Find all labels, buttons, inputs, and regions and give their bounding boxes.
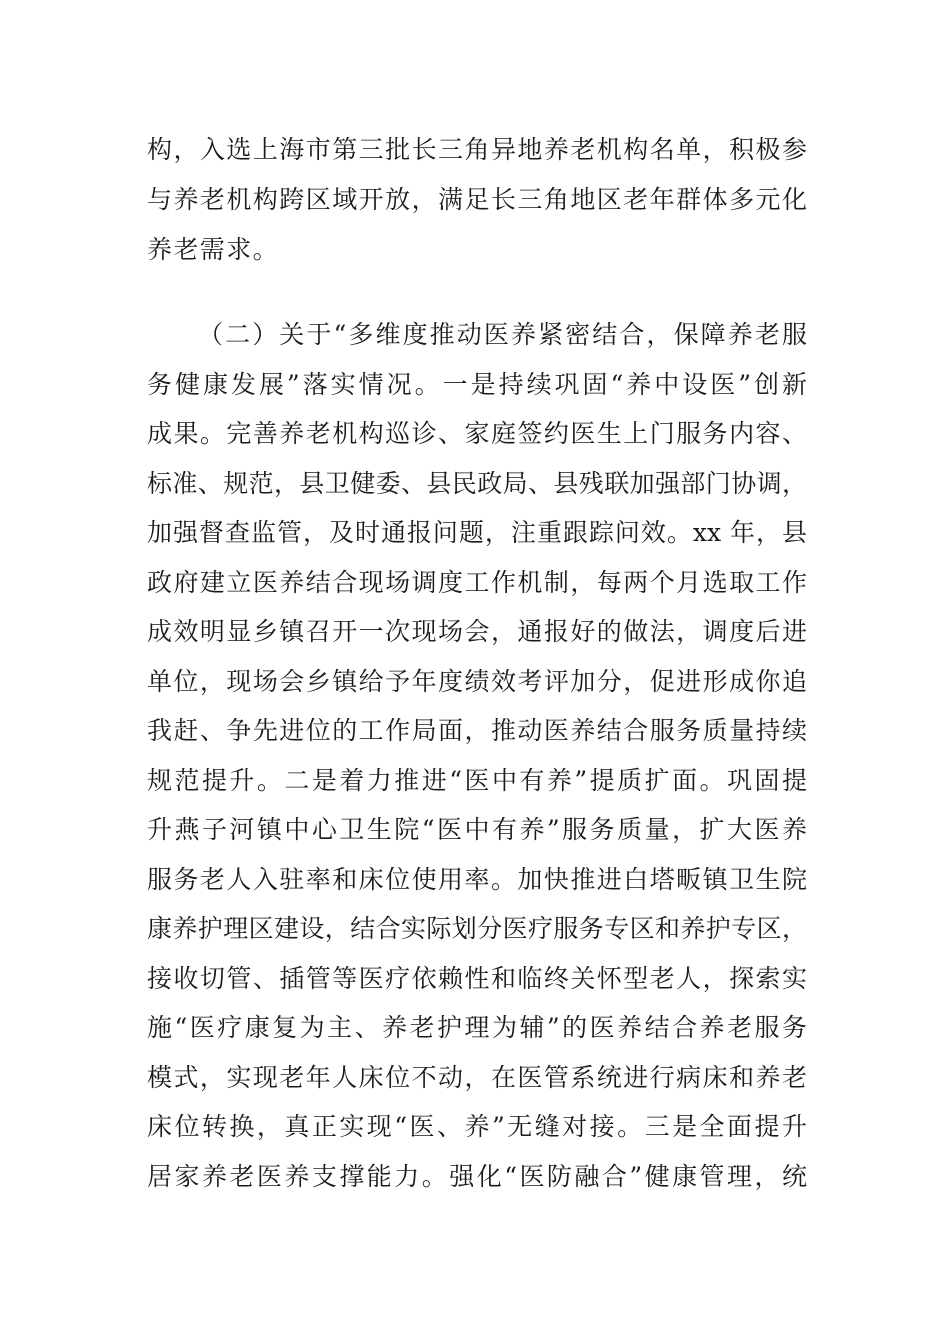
text-line: 务健康发展”落实情况。一是持续巩固“养中设医”创新 — [147, 370, 807, 399]
text-line: 接收切管、插管等医疗依赖性和临终关怀型老人，探索实 — [147, 964, 807, 993]
text-line: 养老需求。 — [147, 235, 280, 264]
text-line: 升燕子河镇中心卫生院“医中有养”服务质量，扩大医养 — [147, 815, 807, 844]
text-line: 单位，现场会乡镇给予年度绩效考评加分，促进形成你追 — [147, 667, 807, 696]
text-line: （二）关于“多维度推动医养紧密结合，保障养老服 — [198, 320, 807, 349]
text-line: 服务老人入驻率和床位使用率。加快推进白塔畈镇卫生院 — [147, 865, 807, 894]
text-line: 标准、规范，县卫健委、县民政局、县残联加强部门协调， — [147, 469, 807, 498]
text-line: 规范提升。二是着力推进“医中有养”提质扩面。巩固提 — [147, 766, 807, 795]
text-line: 床位转换，真正实现“医、养”无缝对接。三是全面提升 — [147, 1112, 807, 1141]
text-line: 施“医疗康复为主、养老护理为辅”的医养结合养老服务 — [147, 1013, 807, 1042]
text-line: 我赶、争先进位的工作局面，推动医养结合服务质量持续 — [147, 716, 807, 745]
text-line: 加强督查监管，及时通报问题，注重跟踪问效。xx 年，县 — [147, 518, 807, 547]
text-line: 成果。完善养老机构巡诊、家庭签约医生上门服务内容、 — [147, 419, 807, 448]
text-line: 成效明显乡镇召开一次现场会，通报好的做法，调度后进 — [147, 617, 807, 646]
text-line: 模式，实现老年人床位不动，在医管系统进行病床和养老 — [147, 1063, 807, 1092]
text-line: 构，入选上海市第三批长三角异地养老机构名单，积极参 — [147, 135, 807, 164]
text-line: 康养护理区建设，结合实际划分医疗服务专区和养护专区， — [147, 914, 807, 943]
text-line: 与养老机构跨区域开放，满足长三角地区老年群体多元化 — [147, 185, 807, 214]
text-line: 居家养老医养支撑能力。强化“医防融合”健康管理，统 — [147, 1162, 807, 1191]
text-line: 政府建立医养结合现场调度工作机制，每两个月选取工作 — [147, 568, 807, 597]
